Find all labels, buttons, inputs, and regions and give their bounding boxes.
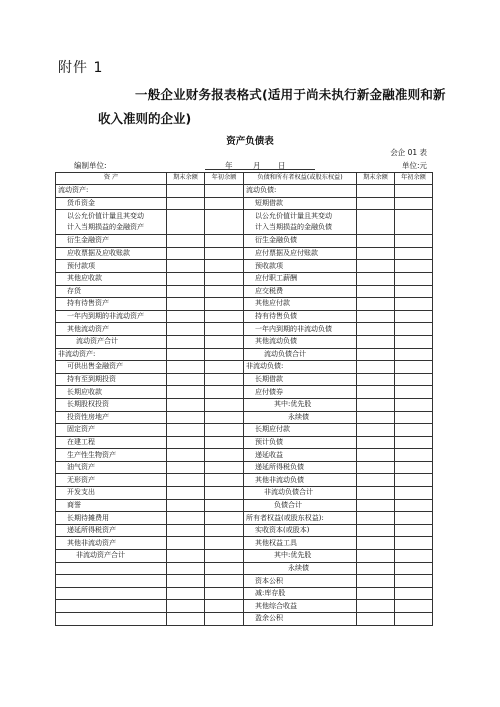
asset-opening-balance-cell[interactable] xyxy=(205,210,244,235)
liability-ending-balance-cell[interactable] xyxy=(357,185,395,198)
asset-ending-balance-cell[interactable] xyxy=(167,185,205,198)
asset-ending-balance-cell[interactable] xyxy=(167,285,205,298)
table-row xyxy=(56,587,433,600)
liability-opening-balance-cell[interactable] xyxy=(395,537,433,550)
asset-item-label: 流动资产合计 xyxy=(56,335,167,348)
asset-item-label xyxy=(56,600,167,613)
liability-opening-balance-cell[interactable] xyxy=(395,562,433,575)
liability-ending-balance-cell[interactable] xyxy=(357,499,395,512)
asset-item-label-line2: 计入当期损益的金融资产 xyxy=(67,223,144,232)
liability-item-label: 一年内到期的非流动负债 xyxy=(244,323,357,336)
asset-opening-balance-cell[interactable] xyxy=(205,310,244,323)
liability-item-label: 应交税费 xyxy=(244,285,357,298)
asset-item-label xyxy=(56,587,167,600)
liability-ending-balance-cell[interactable] xyxy=(357,285,395,298)
asset-item-label: 预付款项 xyxy=(56,260,167,273)
liability-ending-balance-cell[interactable] xyxy=(357,436,395,449)
liability-ending-balance-cell[interactable] xyxy=(357,335,395,348)
liability-item-label: 长期借款 xyxy=(244,373,357,386)
liability-ending-balance-cell[interactable] xyxy=(357,550,395,563)
liability-opening-balance-cell[interactable] xyxy=(395,487,433,500)
report-date xyxy=(205,160,315,170)
asset-opening-balance-cell[interactable] xyxy=(205,373,244,386)
asset-ending-balance-cell[interactable] xyxy=(167,272,205,285)
table-row xyxy=(56,298,433,311)
liability-ending-balance-cell[interactable] xyxy=(357,537,395,550)
liability-ending-balance-cell[interactable] xyxy=(357,424,395,437)
liability-item-label: 其他流动负债 xyxy=(244,335,357,348)
asset-item-label: 油气资产 xyxy=(56,461,167,474)
liability-ending-balance-cell[interactable] xyxy=(357,398,395,411)
liability-opening-balance-cell[interactable] xyxy=(395,335,433,348)
document-title-line2: 收入准则的企业) xyxy=(98,111,192,126)
asset-opening-balance-cell[interactable] xyxy=(205,197,244,210)
asset-item-label xyxy=(56,210,167,235)
asset-opening-balance-cell[interactable] xyxy=(205,335,244,348)
asset-opening-balance-cell[interactable] xyxy=(205,235,244,248)
date-day-label: 日 xyxy=(278,161,286,170)
table-row xyxy=(56,386,433,399)
asset-opening-balance-cell[interactable] xyxy=(205,436,244,449)
asset-item-label: 递延所得税资产 xyxy=(56,524,167,537)
liability-item-label: 应付债券 xyxy=(244,386,357,399)
liability-opening-balance-cell[interactable] xyxy=(395,398,433,411)
asset-item-label: 持有待售资产 xyxy=(56,298,167,311)
liability-opening-balance-cell[interactable] xyxy=(395,373,433,386)
liability-item-label: 长期应付款 xyxy=(244,424,357,437)
asset-item-label: 其他非流动资产 xyxy=(56,537,167,550)
liability-item-label: 其他非流动负债 xyxy=(244,474,357,487)
table-row xyxy=(56,310,433,323)
liability-opening-balance-cell[interactable] xyxy=(395,424,433,437)
liability-item-label-line1: 以公允价值计量且其变动 xyxy=(255,212,332,221)
asset-opening-balance-cell[interactable] xyxy=(205,260,244,273)
liability-opening-balance-cell[interactable] xyxy=(395,474,433,487)
liability-opening-balance-cell[interactable] xyxy=(395,499,433,512)
asset-item-label: 长期待摊费用 xyxy=(56,512,167,525)
liability-item-label: 衍生金融负债 xyxy=(244,235,357,248)
liability-ending-balance-cell[interactable] xyxy=(357,575,395,588)
asset-ending-balance-cell[interactable] xyxy=(167,310,205,323)
asset-opening-balance-cell[interactable] xyxy=(205,272,244,285)
liability-ending-balance-cell[interactable] xyxy=(357,210,395,235)
liability-item-label: 应付职工薪酬 xyxy=(244,272,357,285)
asset-ending-balance-cell[interactable] xyxy=(167,323,205,336)
date-year-label: 年 xyxy=(225,161,233,170)
table-row xyxy=(56,285,433,298)
asset-ending-balance-cell[interactable] xyxy=(167,512,205,525)
table-row xyxy=(56,361,433,374)
asset-item-label: 在建工程 xyxy=(56,436,167,449)
asset-item-label: 固定资产 xyxy=(56,424,167,437)
asset-item-label: 非流动资产: xyxy=(56,348,167,361)
asset-opening-balance-cell[interactable] xyxy=(205,386,244,399)
table-row xyxy=(56,197,433,210)
table-row xyxy=(56,499,433,512)
liability-item-label: 其中:优先股 xyxy=(244,550,357,563)
asset-opening-balance-cell[interactable] xyxy=(205,461,244,474)
liability-ending-balance-cell[interactable] xyxy=(357,386,395,399)
liability-item-label: 持有待售负债 xyxy=(244,310,357,323)
header-assets: 资 产 xyxy=(56,173,167,185)
table-row xyxy=(56,272,433,285)
asset-ending-balance-cell[interactable] xyxy=(167,260,205,273)
table-row xyxy=(56,461,433,474)
form-number: 会企 01 表 xyxy=(390,148,427,157)
balance-sheet-table xyxy=(55,172,433,626)
header-assets-opening-balance: 年初余额 xyxy=(205,173,244,185)
asset-opening-balance-cell[interactable] xyxy=(205,298,244,311)
asset-opening-balance-cell[interactable] xyxy=(205,348,244,361)
liability-ending-balance-cell[interactable] xyxy=(357,260,395,273)
table-row xyxy=(56,398,433,411)
asset-opening-balance-cell[interactable] xyxy=(205,499,244,512)
liability-opening-balance-cell[interactable] xyxy=(395,587,433,600)
liability-opening-balance-cell[interactable] xyxy=(395,386,433,399)
asset-item-label: 其他流动资产 xyxy=(56,323,167,336)
liability-ending-balance-cell[interactable] xyxy=(357,449,395,462)
liability-ending-balance-cell[interactable] xyxy=(357,361,395,374)
asset-item-label: 流动资产: xyxy=(56,185,167,198)
asset-ending-balance-cell[interactable] xyxy=(167,398,205,411)
asset-item-label: 存货 xyxy=(56,285,167,298)
liability-item-label: 应付票据及应付账款 xyxy=(244,247,357,260)
asset-ending-balance-cell[interactable] xyxy=(167,298,205,311)
liability-opening-balance-cell[interactable] xyxy=(395,512,433,525)
asset-item-label: 开发支出 xyxy=(56,487,167,500)
liability-ending-balance-cell[interactable] xyxy=(357,562,395,575)
asset-opening-balance-cell[interactable] xyxy=(205,323,244,336)
asset-ending-balance-cell[interactable] xyxy=(167,335,205,348)
liability-opening-balance-cell[interactable] xyxy=(395,185,433,198)
asset-item-label: 长期应收款 xyxy=(56,386,167,399)
table-row xyxy=(56,487,433,500)
liability-ending-balance-cell[interactable] xyxy=(357,197,395,210)
asset-ending-balance-cell[interactable] xyxy=(167,587,205,600)
asset-ending-balance-cell[interactable] xyxy=(167,235,205,248)
table-row xyxy=(56,323,433,336)
table-row xyxy=(56,550,433,563)
liability-ending-balance-cell[interactable] xyxy=(357,512,395,525)
asset-ending-balance-cell[interactable] xyxy=(167,411,205,424)
asset-item-label: 货币资金 xyxy=(56,197,167,210)
asset-ending-balance-cell[interactable] xyxy=(167,613,205,626)
table-row xyxy=(56,449,433,462)
asset-ending-balance-cell[interactable] xyxy=(167,575,205,588)
table-row xyxy=(56,335,433,348)
table-row xyxy=(56,512,433,525)
asset-item-label: 可供出售金融资产 xyxy=(56,361,167,374)
asset-opening-balance-cell[interactable] xyxy=(205,411,244,424)
table-row xyxy=(56,524,433,537)
asset-opening-balance-cell[interactable] xyxy=(205,613,244,626)
liability-item-label xyxy=(244,210,357,235)
document-title-line1: 一般企业财务报表格式(适用于尚未执行新金融准则和新 xyxy=(135,87,446,102)
balance-sheet-body xyxy=(56,185,433,626)
asset-item-label-line1: 以公允价值计量且其变动 xyxy=(67,212,144,221)
liability-opening-balance-cell[interactable] xyxy=(395,361,433,374)
asset-ending-balance-cell[interactable] xyxy=(167,424,205,437)
liability-item-label: 资本公积 xyxy=(244,575,357,588)
asset-ending-balance-cell[interactable] xyxy=(167,499,205,512)
liability-item-label-line2: 计入当期损益的金融负债 xyxy=(255,223,332,232)
asset-opening-balance-cell[interactable] xyxy=(205,575,244,588)
preparer-label: 编制单位: xyxy=(74,161,107,170)
asset-item-label: 一年内到期的非流动资产 xyxy=(56,310,167,323)
liability-item-label: 永续债 xyxy=(244,411,357,424)
liability-item-label: 短期借款 xyxy=(244,197,357,210)
asset-ending-balance-cell[interactable] xyxy=(167,373,205,386)
liability-ending-balance-cell[interactable] xyxy=(357,474,395,487)
asset-ending-balance-cell[interactable] xyxy=(167,600,205,613)
table-row xyxy=(56,411,433,424)
table-row xyxy=(56,474,433,487)
liability-item-label: 永续债 xyxy=(244,562,357,575)
liability-ending-balance-cell[interactable] xyxy=(357,524,395,537)
asset-ending-balance-cell[interactable] xyxy=(167,550,205,563)
liability-opening-balance-cell[interactable] xyxy=(395,310,433,323)
header-liabilities-ending-balance: 期末余额 xyxy=(357,173,395,185)
liability-item-label: 所有者权益(或股东权益): xyxy=(244,512,357,525)
liability-ending-balance-cell[interactable] xyxy=(357,613,395,626)
date-month-label: 月 xyxy=(253,161,261,170)
asset-opening-balance-cell[interactable] xyxy=(205,398,244,411)
liability-opening-balance-cell[interactable] xyxy=(395,411,433,424)
table-row xyxy=(56,600,433,613)
asset-ending-balance-cell[interactable] xyxy=(167,537,205,550)
liability-ending-balance-cell[interactable] xyxy=(357,411,395,424)
liability-item-label: 预计负债 xyxy=(244,436,357,449)
table-row xyxy=(56,613,433,626)
asset-ending-balance-cell[interactable] xyxy=(167,487,205,500)
asset-opening-balance-cell[interactable] xyxy=(205,487,244,500)
liability-item-label: 其中:优先股 xyxy=(244,398,357,411)
asset-ending-balance-cell[interactable] xyxy=(167,210,205,235)
asset-item-label: 生产性生物资产 xyxy=(56,449,167,462)
liability-item-label: 非流动负债合计 xyxy=(244,487,357,500)
liability-item-label: 递延收益 xyxy=(244,449,357,462)
liability-opening-balance-cell[interactable] xyxy=(395,575,433,588)
liability-opening-balance-cell[interactable] xyxy=(395,235,433,248)
asset-ending-balance-cell[interactable] xyxy=(167,197,205,210)
table-row xyxy=(56,424,433,437)
liability-ending-balance-cell[interactable] xyxy=(357,373,395,386)
liability-opening-balance-cell[interactable] xyxy=(395,524,433,537)
table-row xyxy=(56,537,433,550)
liability-opening-balance-cell[interactable] xyxy=(395,260,433,273)
liability-item-label: 负债合计 xyxy=(244,499,357,512)
asset-item-label: 持有至到期投资 xyxy=(56,373,167,386)
table-row xyxy=(56,562,433,575)
liability-opening-balance-cell[interactable] xyxy=(395,298,433,311)
asset-opening-balance-cell[interactable] xyxy=(205,247,244,260)
liability-ending-balance-cell[interactable] xyxy=(357,272,395,285)
liability-item-label: 预收款项 xyxy=(244,260,357,273)
liability-item-label: 其他应付款 xyxy=(244,298,357,311)
liability-opening-balance-cell[interactable] xyxy=(395,600,433,613)
liability-item-label: 非流动负债: xyxy=(244,361,357,374)
asset-opening-balance-cell[interactable] xyxy=(205,537,244,550)
asset-ending-balance-cell[interactable] xyxy=(167,348,205,361)
table-row xyxy=(56,235,433,248)
header-liabilities-equity: 负债和所有者权益(或股东权益) xyxy=(244,173,357,185)
liability-item-label: 实收资本(或股本) xyxy=(244,524,357,537)
asset-item-label: 无形资产 xyxy=(56,474,167,487)
asset-item-label xyxy=(56,575,167,588)
asset-item-label: 长期股权投资 xyxy=(56,398,167,411)
asset-item-label: 应收票据及应收账款 xyxy=(56,247,167,260)
liability-ending-balance-cell[interactable] xyxy=(357,310,395,323)
asset-ending-balance-cell[interactable] xyxy=(167,436,205,449)
asset-item-label: 非流动资产合计 xyxy=(56,550,167,563)
liability-ending-balance-cell[interactable] xyxy=(357,487,395,500)
asset-ending-balance-cell[interactable] xyxy=(167,449,205,462)
liability-opening-balance-cell[interactable] xyxy=(395,348,433,361)
asset-opening-balance-cell[interactable] xyxy=(205,512,244,525)
liability-item-label: 其他权益工具 xyxy=(244,537,357,550)
liability-opening-balance-cell[interactable] xyxy=(395,449,433,462)
asset-opening-balance-cell[interactable] xyxy=(205,562,244,575)
asset-item-label: 商誉 xyxy=(56,499,167,512)
table-row xyxy=(56,247,433,260)
liability-ending-balance-cell[interactable] xyxy=(357,587,395,600)
liability-opening-balance-cell[interactable] xyxy=(395,210,433,235)
liability-opening-balance-cell[interactable] xyxy=(395,550,433,563)
table-row xyxy=(56,185,433,198)
sheet-title: 资产负债表 xyxy=(226,136,274,147)
table-row xyxy=(56,348,433,361)
liability-ending-balance-cell[interactable] xyxy=(357,461,395,474)
table-row xyxy=(56,436,433,449)
liability-item-label: 流动负债: xyxy=(244,185,357,198)
liability-ending-balance-cell[interactable] xyxy=(357,247,395,260)
liability-ending-balance-cell[interactable] xyxy=(357,600,395,613)
asset-item-label xyxy=(56,562,167,575)
asset-opening-balance-cell[interactable] xyxy=(205,424,244,437)
attachment-label: 附件 1 xyxy=(58,60,104,76)
table-header-row xyxy=(56,173,433,185)
liability-item-label: 盈余公积 xyxy=(244,613,357,626)
liability-opening-balance-cell[interactable] xyxy=(395,461,433,474)
asset-opening-balance-cell[interactable] xyxy=(205,449,244,462)
header-liabilities-opening-balance: 年初余额 xyxy=(395,173,433,185)
asset-opening-balance-cell[interactable] xyxy=(205,550,244,563)
asset-item-label xyxy=(56,613,167,626)
liability-item-label: 流动负债合计 xyxy=(244,348,357,361)
header-assets-ending-balance: 期末余额 xyxy=(167,173,205,185)
liability-opening-balance-cell[interactable] xyxy=(395,613,433,626)
asset-item-label: 其他应收款 xyxy=(56,272,167,285)
asset-ending-balance-cell[interactable] xyxy=(167,524,205,537)
liability-ending-balance-cell[interactable] xyxy=(357,235,395,248)
asset-item-label: 投资性房地产 xyxy=(56,411,167,424)
table-row xyxy=(56,210,433,235)
liability-opening-balance-cell[interactable] xyxy=(395,323,433,336)
asset-opening-balance-cell[interactable] xyxy=(205,185,244,198)
liability-ending-balance-cell[interactable] xyxy=(357,323,395,336)
liability-item-label: 递延所得税负债 xyxy=(244,461,357,474)
liability-ending-balance-cell[interactable] xyxy=(357,348,395,361)
liability-ending-balance-cell[interactable] xyxy=(357,298,395,311)
liability-item-label: 其他综合收益 xyxy=(244,600,357,613)
liability-item-label: 减:库存股 xyxy=(244,587,357,600)
liability-opening-balance-cell[interactable] xyxy=(395,285,433,298)
asset-ending-balance-cell[interactable] xyxy=(167,361,205,374)
asset-opening-balance-cell[interactable] xyxy=(205,285,244,298)
asset-ending-balance-cell[interactable] xyxy=(167,562,205,575)
table-row xyxy=(56,575,433,588)
unit-label: 单位:元 xyxy=(401,161,427,170)
liability-opening-balance-cell[interactable] xyxy=(395,436,433,449)
asset-opening-balance-cell[interactable] xyxy=(205,600,244,613)
liability-opening-balance-cell[interactable] xyxy=(395,272,433,285)
liability-opening-balance-cell[interactable] xyxy=(395,247,433,260)
asset-opening-balance-cell[interactable] xyxy=(205,361,244,374)
asset-opening-balance-cell[interactable] xyxy=(205,524,244,537)
asset-opening-balance-cell[interactable] xyxy=(205,474,244,487)
liability-opening-balance-cell[interactable] xyxy=(395,197,433,210)
table-row xyxy=(56,373,433,386)
asset-ending-balance-cell[interactable] xyxy=(167,247,205,260)
asset-ending-balance-cell[interactable] xyxy=(167,474,205,487)
asset-ending-balance-cell[interactable] xyxy=(167,386,205,399)
table-row xyxy=(56,260,433,273)
asset-ending-balance-cell[interactable] xyxy=(167,461,205,474)
asset-opening-balance-cell[interactable] xyxy=(205,587,244,600)
asset-item-label: 衍生金融资产 xyxy=(56,235,167,248)
